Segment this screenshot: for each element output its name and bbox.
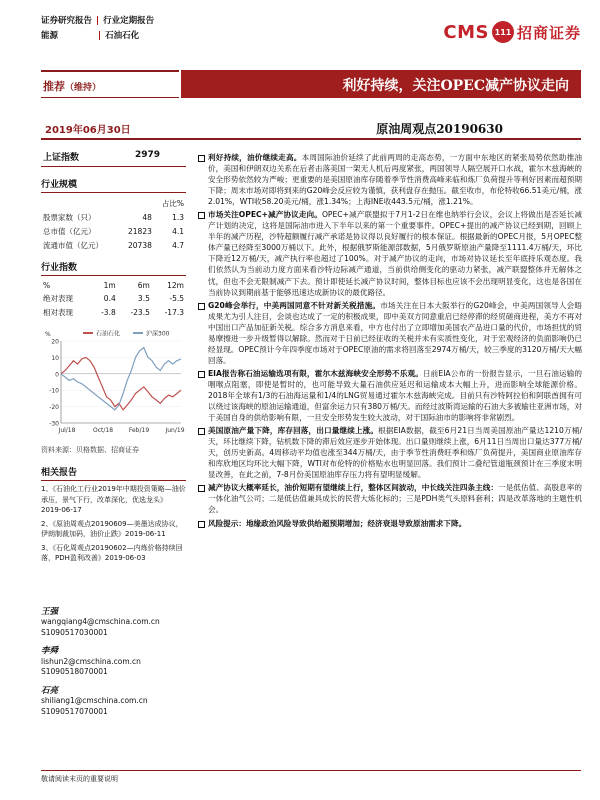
- analyst-cert: S1090517070001: [41, 706, 108, 716]
- analyst-email[interactable]: wangqiang4@cmschina.com.cn: [41, 617, 160, 626]
- row-label: 总市值（亿元）: [43, 226, 96, 236]
- logo-chinese: 招商证券: [516, 23, 581, 42]
- y-tick-label: -20: [49, 404, 59, 412]
- analyst: [41, 686, 186, 718]
- report-title: 利好持续，关注OPEC减产协议走向: [181, 70, 581, 98]
- para-heading: 减产协议大概率延长，油价短期有望继续上行，整体区间波动，中长线关注四条主线：: [208, 483, 499, 493]
- row-label: 流通市值（亿元）: [43, 240, 103, 250]
- x-tick-label: Oct/18: [92, 427, 114, 434]
- table-row: [41, 291, 186, 305]
- perf-chart-svg: [41, 327, 186, 441]
- row-value: 20738: [128, 240, 152, 250]
- para-text: 根据EIA数据，截至6月21日当周美国原油产量达1210万桶/天，环比继续下降，钻机数下降的滞后效应逐步开始体现。出口量则继续上涨，6月11日当周出口量达377万桶/天，创历史新高。4周移动平均值也涨至344万桶/天，由于季节性消费旺季和炼厂负荷提升，美国商业原油库存和库欣地区均环比大幅下降，WTI对布伦特的价格贴水也明显回落。我们预计二叠纪管道瓶颈预计在三季度末明显改善，在此之前，7-8月份美国原油库存压力将有望明显缓解。: [208, 426, 583, 480]
- report-type: 证券研究报告: [41, 16, 93, 26]
- sidebar: [41, 146, 186, 776]
- y-tick-label: -10: [49, 387, 59, 395]
- table-row: [41, 224, 186, 238]
- x-tick-label: Jul/18: [58, 427, 76, 434]
- para-heading: 市场关注OPEC+减产协议走向。: [208, 210, 322, 220]
- related-reports: [41, 484, 186, 564]
- body-paragraph: [198, 425, 582, 480]
- analyst-name: 石亮: [41, 685, 59, 696]
- main-body: [198, 152, 582, 531]
- para-heading: 风险提示：: [208, 518, 246, 528]
- y-unit-label: %: [45, 331, 51, 338]
- para-text: 地缘政治风险导致供给超预期增加；经济衰退导致原油需求下降。: [245, 518, 467, 528]
- index-label: 上证指数: [43, 153, 80, 163]
- x-tick-label: Jun/19: [165, 427, 185, 434]
- industry-size-title: 行业规模: [41, 177, 186, 193]
- row-value: -3.8: [101, 307, 116, 317]
- row-label: 绝对表现: [43, 293, 73, 303]
- y-tick-label: 20: [51, 338, 59, 346]
- body-paragraph: [198, 368, 582, 423]
- para-text: 市场关注在日本大阪举行的G20峰会，中美两国领导人会晤成果尤为引人注目，会谈也达成了一定的积极成果，即中美双方同意重启已经停滞的经贸磋商进程，美方不再对中国出口产品加征新关税。综合多方消息来看，中方也付出了立即增加美国农产品进口量的代价，市场担忧的贸易摩擦进一步升级暂得以解除。然而对于日前已经征收的关税并未有实质性变化，对于宏观经济的负面影响仍已经显现。OPEC预计今年四季度市场对于OPEC原油的需求将回落至2974万桶/天，较三季度的3120万桶/天大幅回落。: [208, 300, 582, 365]
- related-report[interactable]: 3、《石化周观点20190602—内炼价格持续回落，PDH盈利改善》2019-06-03: [41, 543, 183, 562]
- related-report[interactable]: 1、《石油化工行业2019年中期投资策略—油价承压，景气下行，改革深化，优选龙头》2019-06-17: [41, 485, 186, 514]
- x-tick-label: Feb/19: [128, 427, 150, 434]
- subsector: 石油石化: [105, 31, 140, 41]
- para-heading: 美国原油产量下降，库存回落，出口量继续上涨。: [208, 426, 379, 436]
- body-paragraph: [198, 300, 582, 366]
- perf-header: 1m: [103, 280, 116, 290]
- report-header: [41, 0, 581, 58]
- analyst-email[interactable]: shiliang1@cmschina.com.cn: [41, 696, 148, 705]
- index-value: 2979: [134, 150, 160, 160]
- perf-header: 12m: [167, 280, 184, 290]
- related-title: 相关报告: [41, 465, 186, 481]
- date-line: [41, 118, 581, 140]
- pct-header: 占比%: [161, 198, 184, 208]
- footer: [41, 770, 581, 784]
- para-heading: 利好持续，油价继续走高。: [208, 153, 302, 162]
- body-paragraph: [198, 209, 582, 297]
- para-text: OPEC+减产联盟拟于7月1-2日在维也纳举行会议，会议上将做出是否延长减产计划的决定，这将是国际油市进入下半年以来的第一个重要事件。OPEC+提出的减产协议已经到期，回顾上半年的减产历程，沙特超额履行减产承诺是协议得以良好履行的根本保证。根据最新的OPEC月报，5月OPEC整体产量已经降至3000万桶以下。此外，根据俄罗斯能源部数据，5月俄罗斯原油产量降至1111.4万桶/天，环比下降近12万桶/天，减产执行率也超过了100%。对于减产协议的走向，市场对协议延长至年底持乐观态度。我们依然认为当前动力度方面来看沙特边际减产通道，当前供给侧变化的驱动力紧张，减产联盟整体并无解体之忧，但也不会无限制减产下去。预计即使延长减产协议时间，整体目标也应该不会出现明显变化，这也是各国在当前协议到期前基于能够迅速达成新协议的最优路径。: [208, 210, 582, 297]
- analyst-name: 李舜: [41, 646, 59, 656]
- related-report[interactable]: 2、《原油周观点20190609—美墨达成协议，伊朗制裁加码，油价止跌》2019-06-11: [41, 519, 183, 538]
- perf-chart: [41, 327, 186, 441]
- risk-paragraph: [198, 518, 582, 529]
- industry-perf-title: 行业指数: [41, 260, 186, 276]
- para-text: 一是低估值、高股息率的一体化油气公司；二是低估值兼具成长的民营大炼化标的；三是PDH类气头原料套利；四是改革落地的主题性机会。: [208, 483, 583, 515]
- row-pct: 1.3: [172, 212, 184, 222]
- logo-badge-icon: 111: [492, 21, 514, 43]
- row-label: 股票家数（只）: [43, 212, 96, 222]
- chart-source: 资料来源：贝格数据、招商证券: [41, 446, 139, 454]
- legend-label: 沪深300: [146, 330, 170, 338]
- rating-value: 推荐: [43, 80, 65, 93]
- y-tick-label: -30: [49, 420, 59, 428]
- analyst-cert: S1090517030001: [41, 627, 108, 637]
- legend-label: 石油石化: [96, 330, 121, 338]
- para-heading: EIA报告称石油运输选项有限，霍尔木兹海峡安全形势不乐观。: [208, 368, 423, 378]
- table-row: [41, 305, 186, 319]
- logo-latin: CMS: [443, 21, 489, 43]
- y-tick-label: 10: [51, 354, 59, 362]
- row-pct: 4.1: [172, 226, 184, 236]
- row-value: 3.5: [137, 293, 150, 303]
- analyst-email[interactable]: lishun2@cmschina.com.cn: [41, 656, 141, 666]
- para-heading: G20峰会举行，中美两国同意不针对新关税措施。: [208, 300, 381, 310]
- row-value: 0.4: [103, 293, 116, 303]
- row-value: -17.3: [164, 307, 184, 317]
- y-tick-label: 0: [55, 371, 59, 379]
- para-text: 本周国际油价延续了此前两周的走高态势，一方面中东地区的紧张局势依然助推油价，美国和伊朗双边关系在后者击落美国一架无人机后再度紧张，两国领导人隔空展开口水战，霍尔木兹海峡的安全形势依然较为严峻；更重要的是美国原油库存随着季节性消费高峰来临和炼厂负荷提升等利好因素而超预期下降；周末市场对即将到来的G20峰会反应较为谨慎，获利盘存在抛压。截至收市，布伦特收66.51美元/桶，涨2.01%，WTI收58.20美元/桶，涨1.34%；上海INE收443.5元/桶，涨1.21%。: [208, 153, 583, 207]
- row-value: 21823: [128, 226, 152, 236]
- rating: [41, 70, 179, 98]
- body-paragraph: [198, 152, 582, 207]
- index-row: [41, 146, 186, 167]
- report-subtype: 行业定期报告: [103, 16, 155, 26]
- report-category: 证券研究报告 | 行业定期报告 能源 | 石油石化: [41, 14, 154, 44]
- table-row: [41, 238, 186, 252]
- row-label: 相对表现: [43, 307, 73, 317]
- title-band: [41, 70, 581, 98]
- row-value: -5.5: [169, 293, 184, 303]
- industry-perf-table: [41, 279, 186, 319]
- analyst: [41, 646, 186, 678]
- para-text: 日前EIA公布的一份报告显示，一旦石油运输的咽喉点阻塞，即使是暂时的，也可能导致大量石油供应延迟和运输成本大幅上升，进而影响全球能源价格。2018年全球有1/3的石油海运量和1/4的LNG贸易通过霍尔木兹海峡完成。目前只有沙特阿拉伯和阿联酋拥有可以绕过该海峡的原油运输通道，但富余运力只有380万桶/天。而经过波斯湾运输的石油大多被输往亚洲市场，对于美国自身的供给影响有限，一旦安全形势发生较大波动，对于国际油市的影响将非常剧烈。: [208, 368, 582, 423]
- perf-header: 6m: [137, 280, 150, 290]
- row-value: 48: [142, 212, 152, 222]
- analyst-name: 王强: [41, 606, 59, 617]
- industry-size-table: [41, 196, 186, 252]
- analyst-cert: S1090518070001: [41, 667, 108, 676]
- rating-sub: （维持）: [65, 83, 102, 93]
- row-value: -23.5: [130, 307, 150, 317]
- sector: 能源: [41, 31, 59, 41]
- cms-logo: [443, 20, 581, 44]
- row-pct: 4.7: [172, 240, 184, 250]
- report-date: 2019年06月30日: [45, 125, 131, 136]
- perf-header: %: [43, 280, 51, 290]
- report-subtitle: 原油周观点20190630: [376, 122, 503, 136]
- footer-disclaimer: 敬请阅读末页的重要说明: [41, 775, 118, 783]
- body-paragraph: [198, 482, 582, 515]
- analyst: [41, 607, 186, 639]
- table-row: [41, 210, 186, 224]
